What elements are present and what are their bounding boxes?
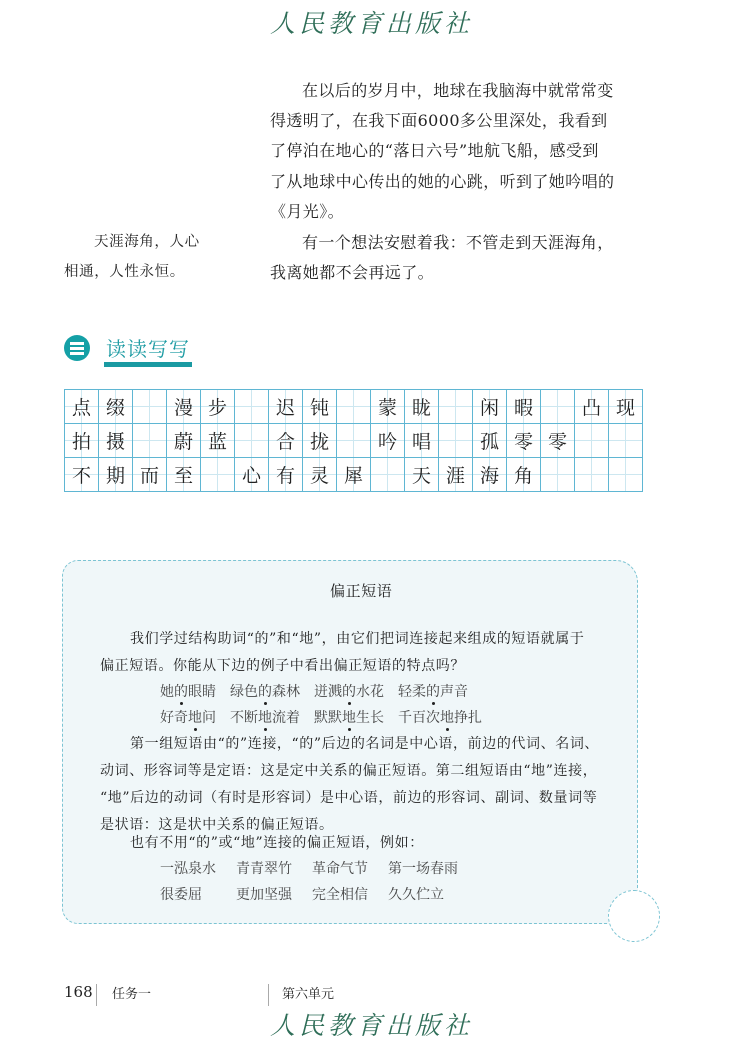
grid-cell <box>235 390 269 424</box>
grid-cell: 至 <box>167 458 201 492</box>
grid-cell: 零 <box>507 424 541 458</box>
grid-cell: 有 <box>269 458 303 492</box>
paragraph-line: 得透明了，在我下面6000多公里深处，我看到 <box>270 111 608 130</box>
grid-cell: 犀 <box>337 458 371 492</box>
paragraph-line: 我离她都不会再远了。 <box>270 263 435 282</box>
phrase-part: 迸溅 <box>314 684 342 700</box>
box-paragraph-line: 是状语：这是状中关系的偏正短语。 <box>100 817 334 833</box>
side-note-line: 相通，人性永恒。 <box>64 264 185 280</box>
box-paragraph-line: 第一组短语由“的”连接，“的”后边的名词是中心语，前边的代词、名词、 <box>130 736 600 752</box>
particle-marked: 地 <box>342 710 356 726</box>
paragraph-line: 在以后的岁月中，地球在我脑海中就常常变 <box>302 81 614 100</box>
grid-cell <box>575 458 609 492</box>
particle-marked: 的 <box>426 684 440 700</box>
grid-cell: 期 <box>99 458 133 492</box>
phrase-part: 好奇 <box>160 710 188 726</box>
grid-cell: 蒙 <box>371 390 405 424</box>
box-paragraph-line: 也有不用“的”或“地”连接的偏正短语，例如： <box>130 835 424 851</box>
grid-cell: 零 <box>541 424 575 458</box>
phrase-part: 水花 <box>356 684 384 700</box>
box-notch <box>608 890 660 942</box>
divider <box>268 984 269 1006</box>
example-phrase: 青青翠竹 <box>236 861 292 877</box>
box-paragraph-line: “地”后边的动词（有时是形容词）是中心语，前边的形容词、副词、数量词等 <box>100 790 598 806</box>
example-phrase: 一泓泉水 <box>160 861 216 877</box>
grid-cell: 漫 <box>167 390 201 424</box>
box-paragraph-line: 我们学过结构助词“的”和“地”，由它们把词连接起来组成的短语就属于 <box>130 631 585 647</box>
paragraph-line: 了从地球中心传出的她的心跳，听到了她吟唱的 <box>270 172 615 191</box>
grid-cell <box>337 390 371 424</box>
phrase-part: 千百次 <box>398 710 440 726</box>
page-number: 168 <box>64 983 93 1001</box>
phrase-part: 绿色 <box>230 684 258 700</box>
grid-cell <box>133 390 167 424</box>
grid-cell: 蓝 <box>201 424 235 458</box>
phrase-part: 挣扎 <box>454 710 482 726</box>
example-phrase <box>230 684 300 700</box>
example-phrase: 第一场春雨 <box>388 861 458 877</box>
grid-cell: 眬 <box>405 390 439 424</box>
grid-cell: 孤 <box>473 424 507 458</box>
example-row <box>160 707 496 727</box>
grid-cell <box>609 458 643 492</box>
grid-cell: 凸 <box>575 390 609 424</box>
grid-cell: 闲 <box>473 390 507 424</box>
example-phrase: 更加坚强 <box>236 887 292 903</box>
grid-cell: 涯 <box>439 458 473 492</box>
side-note-line: 天涯海角，人心 <box>94 234 200 250</box>
grid-cell <box>235 424 269 458</box>
example-phrase: 很委屈 <box>160 887 202 903</box>
grid-cell: 步 <box>201 390 235 424</box>
box-paragraph-line: 动词、形容词等是定语：这是定中关系的偏正短语。第二组短语由“地”连接， <box>100 763 598 779</box>
example-phrase <box>314 684 384 700</box>
example-phrase <box>160 710 216 726</box>
example-row <box>160 681 482 701</box>
grid-cell <box>439 390 473 424</box>
phrase-part: 问 <box>202 710 216 726</box>
grid-cell: 拍 <box>65 424 99 458</box>
grid-cell: 天 <box>405 458 439 492</box>
grid-cell: 海 <box>473 458 507 492</box>
footer-task: 任务一 <box>112 987 152 1002</box>
grid-cell: 现 <box>609 390 643 424</box>
particle-marked: 的 <box>342 684 356 700</box>
particle-marked: 地 <box>440 710 454 726</box>
grid-cell: 而 <box>133 458 167 492</box>
example-row <box>160 884 458 904</box>
grid-cell: 角 <box>507 458 541 492</box>
example-phrase: 完全相信 <box>312 887 368 903</box>
phrase-part: 声音 <box>440 684 468 700</box>
grid-cell: 迟 <box>269 390 303 424</box>
grid-cell: 合 <box>269 424 303 458</box>
grid-cell <box>541 390 575 424</box>
grid-cell <box>337 424 371 458</box>
grid-cell: 不 <box>65 458 99 492</box>
example-phrase <box>398 684 468 700</box>
grid-cell <box>201 458 235 492</box>
grid-cell: 吟 <box>371 424 405 458</box>
grid-cell: 摄 <box>99 424 133 458</box>
grid-cell <box>371 458 405 492</box>
grid-cell <box>541 458 575 492</box>
example-phrase <box>314 710 384 726</box>
phrase-part: 生长 <box>356 710 384 726</box>
grid-cell <box>609 424 643 458</box>
phrase-part: 眼睛 <box>188 684 216 700</box>
phrase-part: 默默 <box>314 710 342 726</box>
particle-marked: 地 <box>258 710 272 726</box>
grid-cell <box>439 424 473 458</box>
grid-cell <box>575 424 609 458</box>
publisher-logo-footer: 人民教育出版社 <box>270 1011 474 1040</box>
section-underline <box>104 362 192 367</box>
grid-cell: 缀 <box>99 390 133 424</box>
particle-marked: 的 <box>174 684 188 700</box>
phrase-part: 流着 <box>272 710 300 726</box>
grid-cell: 点 <box>65 390 99 424</box>
grid-cell: 暇 <box>507 390 541 424</box>
paragraph-line: 有一个想法安慰着我：不管走到天涯海角， <box>302 233 614 252</box>
grid-cell: 灵 <box>303 458 337 492</box>
grid-cell: 拢 <box>303 424 337 458</box>
paragraph-line: 了停泊在地心的“落日六号”地航飞船，感受到 <box>270 141 599 160</box>
grid-cell: 钝 <box>303 390 337 424</box>
divider <box>96 984 97 1006</box>
example-phrase <box>398 710 482 726</box>
grid-cell <box>133 424 167 458</box>
paragraph-line: 《月光》。 <box>270 202 345 221</box>
example-phrase <box>230 710 300 726</box>
phrase-part: 森林 <box>272 684 300 700</box>
box-paragraph-line: 偏正短语。你能从下边的例子中看出偏正短语的特点吗？ <box>100 658 465 674</box>
three-icon <box>64 335 90 361</box>
phrase-part: 轻柔 <box>398 684 426 700</box>
grid-cell: 唱 <box>405 424 439 458</box>
publisher-logo: 人民教育出版社 <box>270 9 474 38</box>
phrase-part: 不断 <box>230 710 258 726</box>
box-title: 偏正短语 <box>330 582 393 600</box>
example-row <box>160 858 472 878</box>
particle-marked: 的 <box>258 684 272 700</box>
particle-marked: 地 <box>188 710 202 726</box>
grid-cell: 心 <box>235 458 269 492</box>
grid-cell: 蔚 <box>167 424 201 458</box>
footer-unit: 第六单元 <box>282 987 335 1002</box>
example-phrase <box>160 684 216 700</box>
example-phrase: 久久伫立 <box>388 887 444 903</box>
phrase-part: 她 <box>160 684 174 700</box>
character-grid <box>64 389 643 492</box>
section-title: 读读写写 <box>106 337 190 361</box>
example-phrase: 革命气节 <box>312 861 368 877</box>
